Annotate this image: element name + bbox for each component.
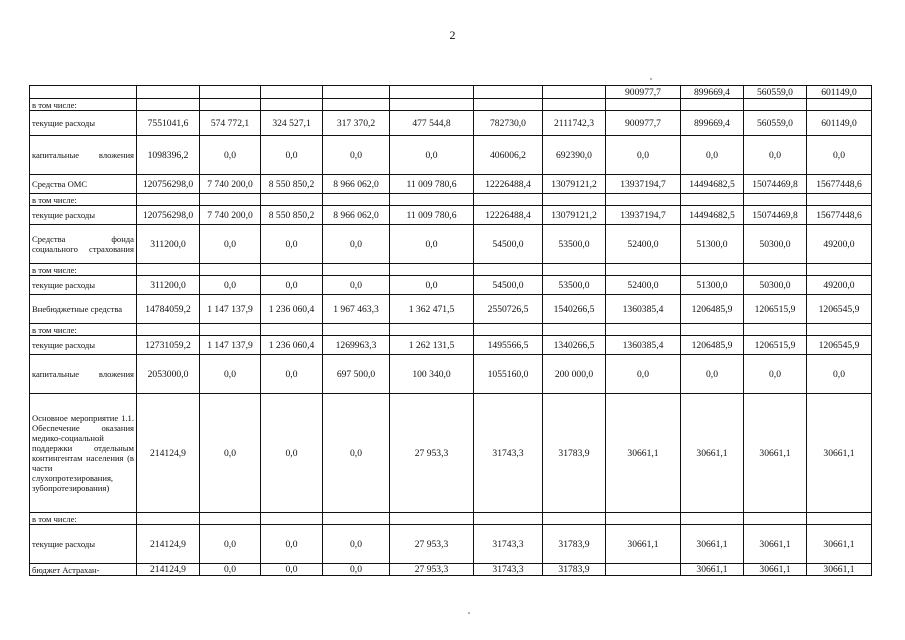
table-row (30, 513, 872, 525)
value-cell (474, 513, 543, 525)
value-cell: 697 500,0 (323, 355, 390, 394)
value-cell (323, 324, 390, 336)
value-cell: 27 953,3 (390, 525, 474, 564)
value-cell (261, 194, 323, 206)
value-cell: 8 550 850,2 (261, 206, 323, 225)
value-cell (261, 99, 323, 111)
value-cell: 15677448,6 (807, 206, 872, 225)
value-cell: 1206545,9 (807, 336, 872, 355)
value-cell: 1098396,2 (137, 136, 200, 175)
value-cell: 0,0 (200, 355, 261, 394)
value-cell: 0,0 (323, 225, 390, 264)
value-cell: 50300,0 (744, 276, 807, 295)
value-cell: 477 544,8 (390, 111, 474, 136)
value-cell (744, 513, 807, 525)
table-row (30, 295, 872, 324)
value-cell: 214124,9 (137, 394, 200, 513)
value-cell (807, 264, 872, 276)
table-row (30, 206, 872, 225)
value-cell: 31783,9 (543, 394, 606, 513)
value-cell: 200 000,0 (543, 355, 606, 394)
value-cell (606, 194, 681, 206)
value-cell: 13079121,2 (543, 206, 606, 225)
value-cell: 0,0 (200, 394, 261, 513)
value-cell: 30661,1 (744, 564, 807, 576)
table-row (30, 194, 872, 206)
row-label: Средства ОМС (30, 175, 137, 194)
value-cell: 0,0 (390, 136, 474, 175)
row-label: в том числе: (30, 99, 137, 111)
value-cell (474, 264, 543, 276)
value-cell: 13079121,2 (543, 175, 606, 194)
value-cell: 0,0 (606, 136, 681, 175)
value-cell: 8 966 062,0 (323, 206, 390, 225)
row-label: капитальные вложения (30, 136, 137, 175)
value-cell: 0,0 (681, 355, 744, 394)
value-cell: 53500,0 (543, 225, 606, 264)
value-cell (681, 513, 744, 525)
value-cell: 0,0 (200, 276, 261, 295)
value-cell (744, 264, 807, 276)
value-cell: 2111742,3 (543, 111, 606, 136)
value-cell: 52400,0 (606, 276, 681, 295)
table-row (30, 394, 872, 513)
scan-speck (650, 78, 652, 80)
value-cell: 13937194,7 (606, 175, 681, 194)
value-cell: 7551041,6 (137, 111, 200, 136)
value-cell (474, 324, 543, 336)
value-cell: 30661,1 (807, 525, 872, 564)
value-cell: 27 953,3 (390, 564, 474, 576)
value-cell (744, 194, 807, 206)
value-cell: 1360385,4 (606, 295, 681, 324)
value-cell: 1206515,9 (744, 336, 807, 355)
value-cell (390, 194, 474, 206)
value-cell: 214124,9 (137, 564, 200, 576)
value-cell (137, 194, 200, 206)
value-cell: 899669,4 (681, 86, 744, 99)
value-cell (543, 194, 606, 206)
value-cell: 11 009 780,6 (390, 175, 474, 194)
value-cell: 0,0 (323, 276, 390, 295)
value-cell: 1495566,5 (474, 336, 543, 355)
value-cell (390, 86, 474, 99)
value-cell: 30661,1 (681, 394, 744, 513)
value-cell: 30661,1 (807, 564, 872, 576)
value-cell: 2053000,0 (137, 355, 200, 394)
value-cell: 0,0 (323, 394, 390, 513)
value-cell: 0,0 (323, 564, 390, 576)
value-cell: 50300,0 (744, 225, 807, 264)
row-label: в том числе: (30, 264, 137, 276)
value-cell: 27 953,3 (390, 394, 474, 513)
value-cell: 0,0 (744, 355, 807, 394)
row-label: Внебюджетные средства (30, 295, 137, 324)
table-row (30, 355, 872, 394)
row-label: бюджет Астрахан- (30, 564, 137, 576)
value-cell (390, 264, 474, 276)
value-cell: 0,0 (606, 355, 681, 394)
value-cell: 311200,0 (137, 276, 200, 295)
value-cell: 30661,1 (606, 525, 681, 564)
value-cell: 1340266,5 (543, 336, 606, 355)
value-cell: 1206545,9 (807, 295, 872, 324)
table-row (30, 175, 872, 194)
value-cell: 0,0 (261, 136, 323, 175)
value-cell (681, 194, 744, 206)
value-cell: 30661,1 (744, 394, 807, 513)
value-cell: 0,0 (261, 525, 323, 564)
row-label: в том числе: (30, 513, 137, 525)
value-cell (323, 194, 390, 206)
value-cell: 1 147 137,9 (200, 336, 261, 355)
value-cell (606, 324, 681, 336)
value-cell: 0,0 (390, 276, 474, 295)
value-cell: 560559,0 (744, 111, 807, 136)
value-cell: 1 967 463,3 (323, 295, 390, 324)
value-cell (606, 564, 681, 576)
row-label: текущие расходы (30, 111, 137, 136)
value-cell (261, 264, 323, 276)
value-cell: 31743,3 (474, 564, 543, 576)
value-cell (200, 86, 261, 99)
row-label: Средства фонда социального страхования (30, 225, 137, 264)
value-cell (323, 513, 390, 525)
value-cell: 120756298,0 (137, 175, 200, 194)
table-row (30, 136, 872, 175)
value-cell: 0,0 (200, 225, 261, 264)
row-label: текущие расходы (30, 276, 137, 295)
table-row (30, 225, 872, 264)
value-cell (200, 513, 261, 525)
value-cell: 100 340,0 (390, 355, 474, 394)
value-cell (323, 86, 390, 99)
value-cell: 52400,0 (606, 225, 681, 264)
value-cell: 0,0 (323, 525, 390, 564)
value-cell: 11 009 780,6 (390, 206, 474, 225)
row-label: в том числе: (30, 324, 137, 336)
value-cell (261, 513, 323, 525)
value-cell: 2550726,5 (474, 295, 543, 324)
value-cell (681, 99, 744, 111)
value-cell: 1 362 471,5 (390, 295, 474, 324)
page-number: 2 (449, 28, 456, 42)
value-cell: 1055160,0 (474, 355, 543, 394)
value-cell: 0,0 (261, 394, 323, 513)
value-cell: 1269963,3 (323, 336, 390, 355)
value-cell: 30661,1 (606, 394, 681, 513)
value-cell: 53500,0 (543, 276, 606, 295)
value-cell: 30661,1 (681, 564, 744, 576)
table-row (30, 525, 872, 564)
value-cell (807, 99, 872, 111)
value-cell (543, 264, 606, 276)
row-label: в том числе: (30, 194, 137, 206)
table-row (30, 99, 872, 111)
value-cell: 0,0 (390, 225, 474, 264)
value-cell: 311200,0 (137, 225, 200, 264)
value-cell: 1206485,9 (681, 295, 744, 324)
value-cell: 14494682,5 (681, 206, 744, 225)
value-cell: 120756298,0 (137, 206, 200, 225)
value-cell (474, 86, 543, 99)
value-cell: 12226488,4 (474, 175, 543, 194)
value-cell: 30661,1 (681, 525, 744, 564)
value-cell: 1540266,5 (543, 295, 606, 324)
value-cell (137, 513, 200, 525)
value-cell (606, 513, 681, 525)
value-cell: 1360385,4 (606, 336, 681, 355)
value-cell (390, 99, 474, 111)
value-cell: 49200,0 (807, 225, 872, 264)
value-cell (543, 324, 606, 336)
value-cell: 31743,3 (474, 525, 543, 564)
table-row (30, 324, 872, 336)
value-cell: 1 236 060,4 (261, 336, 323, 355)
value-cell: 0,0 (200, 136, 261, 175)
value-cell: 7 740 200,0 (200, 175, 261, 194)
value-cell: 601149,0 (807, 111, 872, 136)
value-cell: 1 262 131,5 (390, 336, 474, 355)
value-cell: 601149,0 (807, 86, 872, 99)
value-cell: 8 550 850,2 (261, 175, 323, 194)
value-cell: 12226488,4 (474, 206, 543, 225)
value-cell (681, 324, 744, 336)
value-cell: 14784059,2 (137, 295, 200, 324)
row-label: Основное мероприятие 1.1. Обеспечение оказания медико-социальной поддержки отдельным контингентам населения (в части слухопротезирования, зубопротезирования) (30, 394, 137, 513)
value-cell: 574 772,1 (200, 111, 261, 136)
value-cell (744, 324, 807, 336)
value-cell (744, 99, 807, 111)
value-cell (543, 513, 606, 525)
value-cell (606, 99, 681, 111)
table-row (30, 336, 872, 355)
value-cell: 51300,0 (681, 276, 744, 295)
value-cell: 54500,0 (474, 225, 543, 264)
table-row (30, 264, 872, 276)
value-cell: 0,0 (807, 355, 872, 394)
value-cell (474, 194, 543, 206)
value-cell: 49200,0 (807, 276, 872, 295)
value-cell (390, 324, 474, 336)
value-cell: 317 370,2 (323, 111, 390, 136)
value-cell (200, 264, 261, 276)
value-cell: 31743,3 (474, 394, 543, 513)
value-cell: 30661,1 (807, 394, 872, 513)
value-cell: 0,0 (261, 225, 323, 264)
value-cell (681, 264, 744, 276)
value-cell: 0,0 (807, 136, 872, 175)
value-cell (323, 99, 390, 111)
budget-table (29, 85, 872, 576)
value-cell: 0,0 (200, 525, 261, 564)
value-cell (807, 194, 872, 206)
value-cell: 214124,9 (137, 525, 200, 564)
value-cell: 406006,2 (474, 136, 543, 175)
value-cell (543, 86, 606, 99)
value-cell (390, 513, 474, 525)
value-cell (200, 194, 261, 206)
value-cell: 1 147 137,9 (200, 295, 261, 324)
value-cell (474, 99, 543, 111)
value-cell: 0,0 (681, 136, 744, 175)
value-cell (137, 99, 200, 111)
value-cell: 0,0 (261, 355, 323, 394)
value-cell: 0,0 (261, 276, 323, 295)
value-cell: 13937194,7 (606, 206, 681, 225)
value-cell: 1 236 060,4 (261, 295, 323, 324)
table-row (30, 564, 872, 576)
row-label: текущие расходы (30, 525, 137, 564)
value-cell (200, 324, 261, 336)
value-cell (807, 324, 872, 336)
row-label: капитальные вложения (30, 355, 137, 394)
value-cell (807, 513, 872, 525)
value-cell: 51300,0 (681, 225, 744, 264)
value-cell: 15074469,8 (744, 175, 807, 194)
value-cell (543, 99, 606, 111)
row-label: текущие расходы (30, 206, 137, 225)
value-cell: 15677448,6 (807, 175, 872, 194)
value-cell: 15074469,8 (744, 206, 807, 225)
scan-speck (468, 612, 470, 614)
value-cell: 12731059,2 (137, 336, 200, 355)
value-cell (137, 324, 200, 336)
value-cell (323, 264, 390, 276)
value-cell: 899669,4 (681, 111, 744, 136)
value-cell: 14494682,5 (681, 175, 744, 194)
value-cell (200, 99, 261, 111)
value-cell: 0,0 (744, 136, 807, 175)
row-label: текущие расходы (30, 336, 137, 355)
value-cell: 31783,9 (543, 564, 606, 576)
value-cell (261, 324, 323, 336)
table-row (30, 276, 872, 295)
value-cell: 31783,9 (543, 525, 606, 564)
value-cell: 692390,0 (543, 136, 606, 175)
value-cell: 0,0 (200, 564, 261, 576)
value-cell: 324 527,1 (261, 111, 323, 136)
value-cell (606, 264, 681, 276)
value-cell: 30661,1 (744, 525, 807, 564)
value-cell: 560559,0 (744, 86, 807, 99)
value-cell: 8 966 062,0 (323, 175, 390, 194)
value-cell (261, 86, 323, 99)
value-cell: 900977,7 (606, 86, 681, 99)
value-cell: 900977,7 (606, 111, 681, 136)
value-cell (137, 86, 200, 99)
table-row (30, 86, 872, 99)
value-cell: 7 740 200,0 (200, 206, 261, 225)
value-cell: 0,0 (261, 564, 323, 576)
value-cell: 1206515,9 (744, 295, 807, 324)
value-cell: 782730,0 (474, 111, 543, 136)
table-row (30, 111, 872, 136)
value-cell (137, 264, 200, 276)
row-label (30, 86, 137, 99)
value-cell: 54500,0 (474, 276, 543, 295)
value-cell: 1206485,9 (681, 336, 744, 355)
value-cell: 0,0 (323, 136, 390, 175)
